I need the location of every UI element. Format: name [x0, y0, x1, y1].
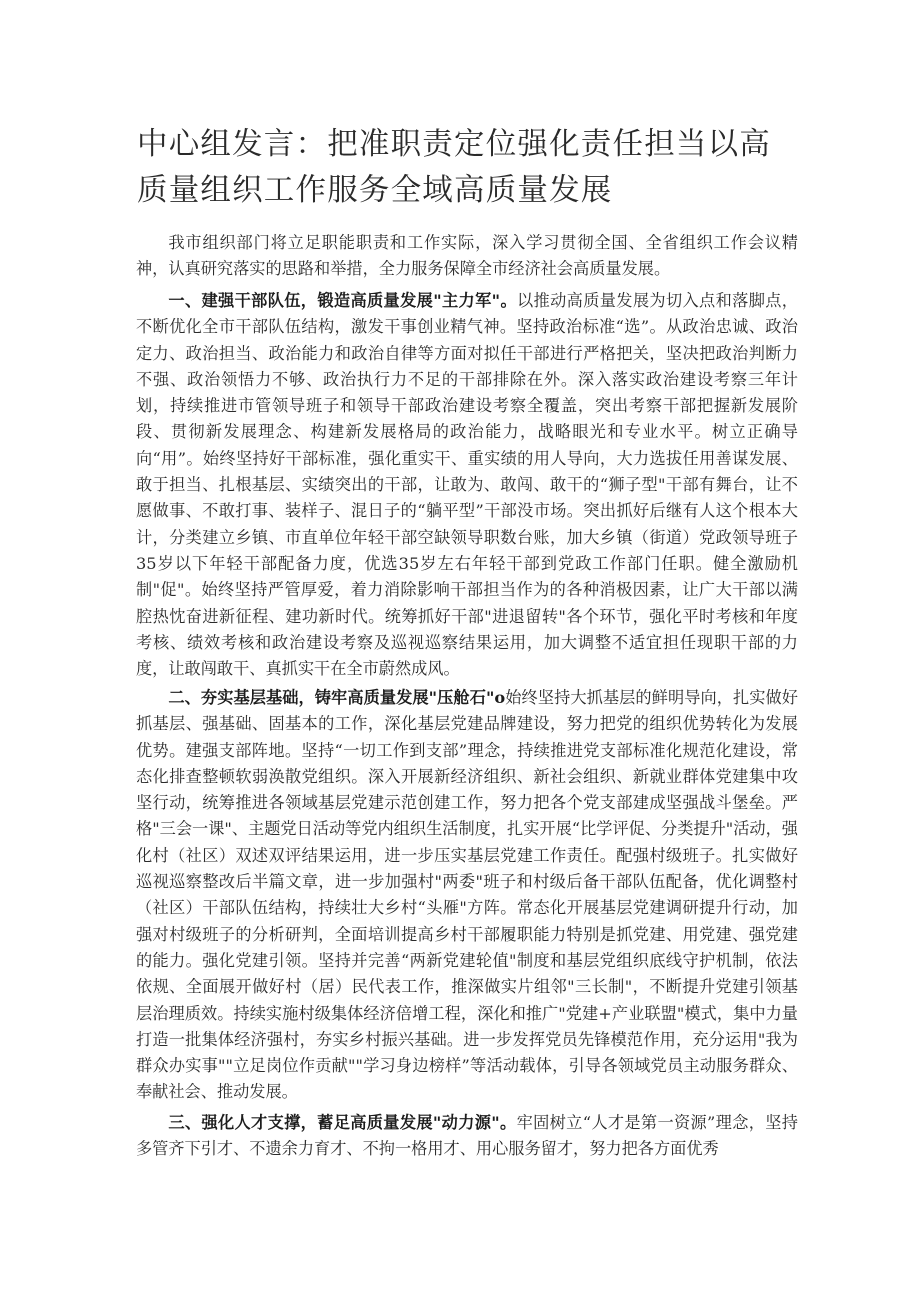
section-3-paragraph	[136, 1110, 798, 1163]
intro-paragraph: 我市组织部门将立足职能职责和工作实际，深入学习贯彻全国、全省组织工作会议精神，认真研究落实的思路和举措，全力服务保障全市经济社会高质量发展。	[136, 233, 798, 279]
section-1-heading: 一、建强干部队伍，锻造高质量发展"主力军"。	[168, 291, 517, 310]
section-1-body: 以推动高质量发展为切入点和落脚点，不断优化全市干部队伍结构，激发干事创业精气神。坚持政治标准“选”。从政治忠诚、政治定力、政治担当、政治能力和政治自律等方面对拟任干部进行严格把关，坚决把政治判断力不强、政治领悟力不够、政治执行力不足的干部排除在外。深入落实政治建设考察三年计划，持续推进市管领导班子和领导干部政治建设考察全覆盖，突出考察干部把握新发展阶段、贯彻新发展理念、构建新发展格局的政治能力，战略眼光和专业水平。树立正确导向“用”。始终坚持好干部标准，强化重实干、重实绩的用人导向，大力选拔任用善谋发展、敢于担当、扎根基层、实绩突出的干部，让敢为、敢闯、敢干的“狮子型"干部有舞台，让不愿做事、不敢打事、装样子、混日子的“躺平型”干部没市场。突出抓好后继有人这个根本大计，分类建立乡镇、市直单位年轻干部空缺领导职数台账，加大乡镇（街道）党政领导班子35岁以下年轻干部配备力度，优选35岁左右年轻干部到党政工作部门任职。健全激励机制"促"。始终坚持严管厚爱，着力消除影响干部担当作为的各种消极因素，让广大干部以满腔热忱奋进新征程、建功新时代。统筹抓好干部"进退留转"各个环节，强化平时考核和年度考核、绩效考核和政治建设考察及巡视巡察结果运用，加大调整不适宜担任现职干部的力度，让敢闯敢干、真抓实干在全市蔚然成风。	[136, 291, 798, 679]
document-title: 中心组发言：把准职责定位强化责任担当以高质量组织工作服务全域高质量发展	[137, 127, 771, 208]
section-1-paragraph	[136, 288, 798, 682]
section-3-body: 牢固树立“人才是第一资源”理念，坚持多管齐下引才、不遗余力育才、不拘一格用才、用心服务留才，努力把各方面优秀	[136, 1113, 798, 1159]
section-2-heading: 二、夯实基层基础，铸牢高质量发展"压舱石"o	[168, 688, 506, 707]
section-3-heading: 三、强化人才支撑，蓄足高质量发展"动力源"。	[168, 1113, 517, 1132]
section-2-body: 始终坚持大抓基层的鲜明导向，扎实做好抓基层、强基础、固基本的工作，深化基层党建品牌建设，努力把党的组织优势转化为发展优势。建强支部阵地。坚持“一切工作到支部”理念，持续推进党支部标准化规范化建设，常态化排查整顿软弱涣散党组织。深入开展新经济组织、新社会组织、新就业群体党建集中攻坚行动，统筹推进各领域基层党建示范创建工作，努力把各个党支部建成坚强战斗堡垒。严格"三会一课"、主题党日活动等党内组织生活制度，扎实开展“比学评促、分类提升"活动，强化村（社区）双述双评结果运用，进一步压实基层党建工作责任。配强村级班子。扎实做好巡视巡察整改后半篇文章，进一步加强村"两委"班子和村级后备干部队伍配备，优化调整村（社区）干部队伍结构，持续壮大乡村“头雁"方阵。常态化开展基层党建调研提升行动，加强对村级班子的分析研判，全面培训提高乡村干部履职能力特别是抓党建、用党建、强党建的能力。强化党建引领。坚持并完善“两新党建轮值"制度和基层党组织底线守护机制，依法依规、全面展开做好村（居）民代表工作，推深做实片组邻"三长制"，不断提升党建引领基层治理质效。持续实施村级集体经济倍增工程，深化和推广"党建+产业联盟"模式，集中力量打造一批集体经济强村，夯实乡村振兴基础。进一步发挥党员先锋模范作用，充分运用"我为群众办实事""立足岗位作贡献""学习身边榜样”等活动载体，引导各领域党员主动服务群众、奉献社会、推动发展。	[136, 688, 798, 1102]
section-2-paragraph	[136, 685, 798, 1106]
